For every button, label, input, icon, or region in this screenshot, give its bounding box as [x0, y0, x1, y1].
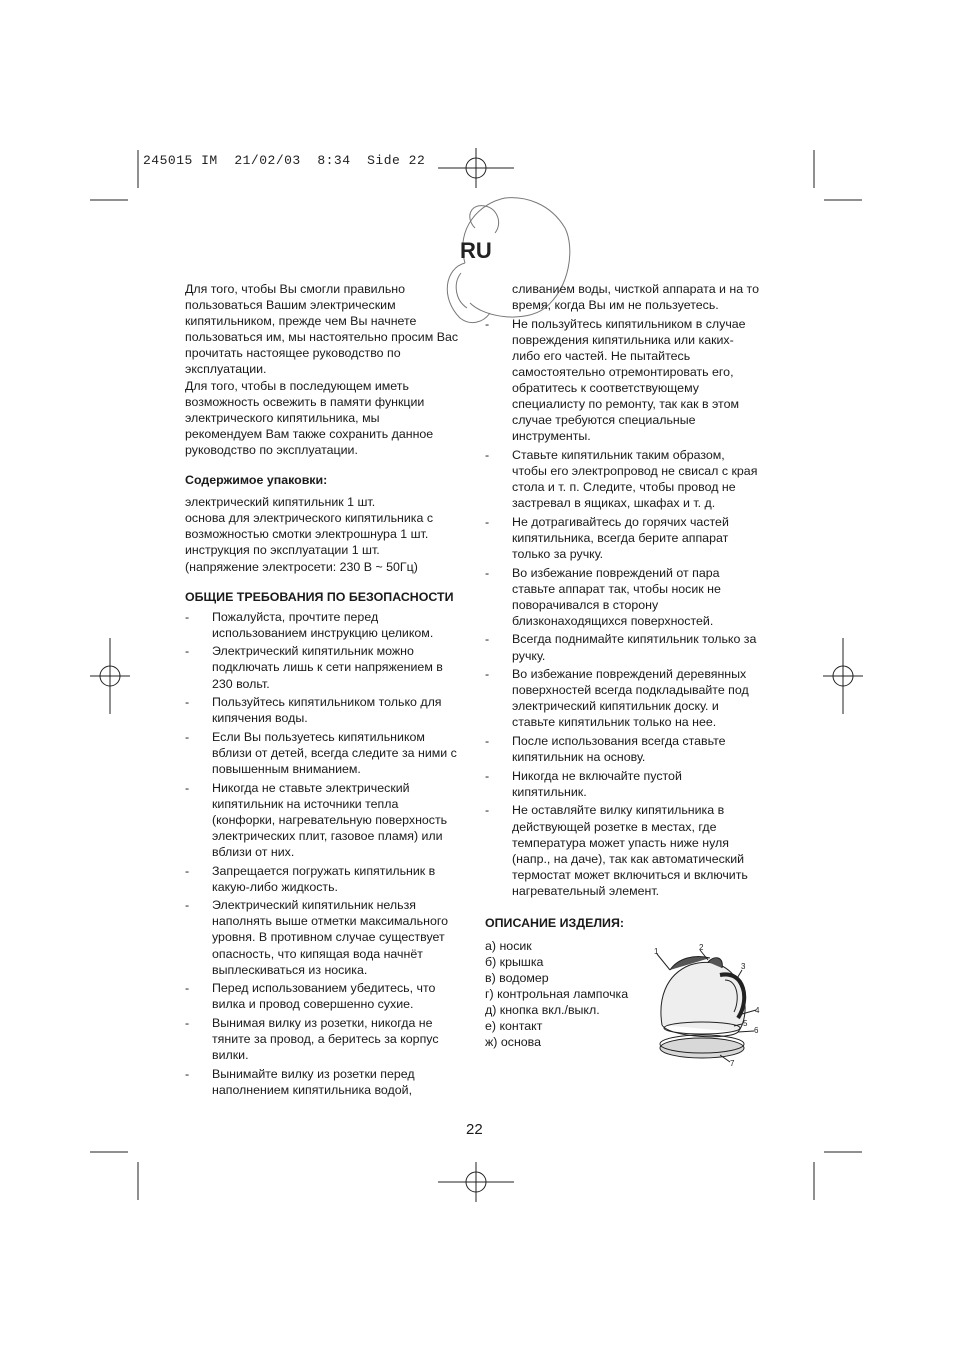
callout-number: 7 [730, 1059, 735, 1068]
safety-item [185, 980, 475, 1012]
safety-item [185, 897, 475, 977]
safety-item-line: поверхностей всегда подкладывайте под [512, 683, 749, 698]
intro-line: Для того, чтобы в последующем иметь [185, 378, 409, 393]
safety-item [185, 1066, 475, 1098]
safety-item-line: время, когда Вы им не пользуетесь. [512, 298, 719, 313]
safety-item-line: повреждения кипятильника или каких- [512, 332, 734, 347]
safety-item-line: либо его частей. Не пытайтесь [512, 348, 691, 363]
intro-line: электрического кипятильника, мы [185, 410, 380, 425]
safety-item [485, 733, 775, 765]
safety-item-line: кипятильника, всегда берите аппарат [512, 530, 729, 545]
safety-item-line: кипятильник. [512, 784, 587, 799]
callout-number: 4 [755, 1006, 760, 1015]
safety-item-line: - Вынимайте вилку из розетки перед [212, 1066, 415, 1081]
intro-line: рекомендуем Вам также сохранить данное [185, 426, 434, 441]
safety-item-line: электрический кипятильник доску. и [512, 699, 719, 714]
left-column [185, 281, 475, 1100]
safety-item-line: вблизи от них. [212, 845, 295, 859]
safety-item-line: опасность, что кипящая вода начнёт [212, 946, 423, 961]
callout-number: 1 [654, 947, 659, 956]
part-label: б) крышка [485, 954, 544, 969]
safety-item-line: застревал в ящиках, шкафах и т. д. [512, 496, 716, 511]
safety-item-line: вблизи от детей, всегда следите за ними с [212, 745, 457, 760]
safety-item [185, 863, 475, 895]
contents-line: инструкция по эксплуатации 1 шт. [185, 543, 380, 558]
safety-item-line: (напр., на даче), так как автоматический [512, 851, 745, 866]
callout-number: 3 [741, 962, 746, 971]
safety-item-line: какую-либо жидкость. [212, 879, 339, 894]
safety-item-continuation [485, 281, 775, 313]
safety-item-line: нагревательный элемент. [512, 883, 660, 898]
safety-item [185, 1015, 475, 1063]
intro-line: руководство по эксплуатации. [185, 442, 358, 457]
page-number: 22 [466, 1121, 483, 1138]
safety-item-line: использованием инструкцию целиком. [212, 625, 434, 640]
safety-list-right [485, 281, 775, 899]
print-slug: 245015 IM 21/02/03 8:34 Side 22 [143, 153, 426, 168]
safety-item-line: чтобы его электропровод не свисал с края [512, 464, 758, 479]
safety-item-line: случае требуются специальные [512, 413, 696, 428]
safety-item-line: - Во избежание повреждений деревянных [512, 667, 747, 682]
part-label: а) носик [485, 938, 532, 953]
safety-item-line: самостоятельно отремонтировать его, [512, 364, 734, 379]
safety-item-line: обратитесь к соответствующему [512, 381, 699, 396]
safety-item-line: ручку. [512, 648, 546, 663]
safety-item [185, 694, 475, 726]
description-heading: ОПИСАНИЕ ИЗДЕЛИЯ: [485, 916, 624, 931]
safety-item [185, 609, 475, 641]
safety-item [485, 768, 775, 800]
contents-line: электрический кипятильник 1 шт. [185, 495, 376, 510]
safety-item-line: - Электрический кипятильник нельзя [212, 898, 416, 913]
safety-item-line: - Не оставляйте вилку кипятильника в [512, 803, 725, 818]
safety-item-line: - Вынимая вилку из розетки, никогда не [212, 1015, 433, 1030]
safety-item-line: - После использования всегда ставьте [512, 734, 726, 749]
safety-item [485, 666, 775, 730]
safety-list-left [185, 609, 475, 1098]
safety-item-line: сливанием воды, чисткой аппарата и на то [512, 282, 759, 296]
safety-item-line: повышенным вниманием. [212, 762, 361, 777]
safety-item-line: (конфорки, нагревательную поверхность [212, 812, 448, 827]
safety-item-line: 230 вольт. [212, 676, 270, 691]
safety-item-line: вилки. [212, 1048, 249, 1063]
safety-item-line: - Не дотрагивайтесь до горячих частей [512, 514, 729, 529]
contents-line: возможностью смотки электрошнура 1 шт. [185, 527, 429, 542]
safety-item [185, 729, 475, 777]
callout-number: 5 [743, 1019, 748, 1028]
safety-item-line: ставьте кипятильник только на нее. [512, 715, 717, 730]
safety-item-line: наполнением кипятильника водой, [212, 1082, 413, 1097]
safety-item-line: - Запрещается погружать кипятильник в [212, 863, 436, 878]
part-label: г) контрольная лампочка [485, 986, 629, 1001]
safety-item [485, 316, 775, 445]
kettle-diagram [650, 940, 770, 1070]
safety-item-line: - Пожалуйста, прочтите перед [212, 609, 379, 624]
safety-item-line: - Никогда не включайте пустой [512, 768, 682, 783]
safety-item-line: вилка и провод совершенно сухие. [212, 997, 414, 1012]
intro-line: кипятильником, прежде чем Вы начнете [185, 314, 417, 329]
intro-line: пользоваться им, мы настоятельно просим Вас [185, 330, 459, 345]
safety-item-line: - Никогда не ставьте электрический [212, 780, 410, 795]
safety-item-line: стола и т. п. Следите, чтобы провод не [512, 480, 736, 495]
part-label: ж) основа [485, 1035, 542, 1050]
safety-item-line: - Всегда поднимайте кипятильник только за [512, 632, 757, 647]
contents-heading: Содержимое упаковки: [185, 473, 328, 488]
intro-text [185, 281, 475, 458]
safety-item [485, 802, 775, 899]
safety-item [485, 631, 775, 663]
safety-item [485, 447, 775, 511]
safety-item-line: близконаходящихся поверхностей. [512, 613, 714, 628]
safety-item-line: температура может упасть ниже нуля [512, 835, 729, 850]
safety-item-line: электрических плит, газовое пламя) или [212, 828, 443, 843]
safety-item-line: - Перед использованием убедитесь, что [212, 981, 436, 996]
intro-line: прочитать настоящее руководство по [185, 346, 401, 361]
contents-line: основа для электрического кипятильника с [185, 511, 434, 526]
safety-item-line: выплескиваться из носика. [212, 962, 368, 977]
part-label: е) контакт [485, 1019, 543, 1034]
safety-item [485, 514, 775, 562]
safety-item-line: специалисту по ремонту, так как в этом [512, 397, 739, 412]
language-badge: RU [460, 238, 492, 263]
safety-item-line: подключать лишь к сети напряжением в [212, 660, 443, 675]
intro-line: Для того, чтобы Вы смогли правильно [185, 282, 406, 296]
intro-line: возможность освежить в памяти функции [185, 394, 425, 409]
intro-line: эксплуатации. [185, 362, 267, 377]
intro-line: пользоваться Вашим электрическим [185, 298, 396, 313]
safety-item-line: - Во избежание повреждений от пара [512, 565, 720, 580]
safety-item-line: тяните за провод, а беритесь за корпус [212, 1032, 439, 1047]
safety-item-line: кипятильник на основу. [512, 750, 646, 765]
safety-item-line: кипятильник на источники тепла [212, 796, 399, 811]
safety-item-line: ставьте аппарат так, чтобы носик не [512, 581, 721, 596]
contents-line: (напряжение электросети: 230 В ~ 50Гц) [185, 559, 418, 574]
safety-item [185, 643, 475, 691]
right-column [485, 281, 775, 1050]
part-label: в) водомер [485, 970, 549, 985]
contents-list [185, 494, 475, 574]
safety-item-line: - Не пользуйтесь кипятильником в случае [512, 316, 746, 331]
safety-item-line: - Ставьте кипятильник таким образом, [512, 447, 725, 462]
safety-item-line: - Если Вы пользуетесь кипятильником [212, 729, 425, 744]
safety-item-line: уровня. В противном случае существует [212, 930, 445, 945]
safety-item-line: - Пользуйтесь кипятильником только для [212, 695, 442, 710]
safety-item-line: инструменты. [512, 429, 591, 444]
safety-item-line: действующей розетке в местах, где [512, 819, 717, 834]
safety-item [185, 780, 475, 860]
safety-item-line: термостат может включиться и включить [512, 867, 748, 882]
callout-number: 2 [699, 943, 704, 952]
safety-item-line: поворачивался в сторону [512, 597, 659, 612]
safety-heading: ОБЩИЕ ТРЕБОВАНИЯ ПО БЕЗОПАСНОСТИ [185, 589, 454, 604]
safety-item-line: - Электрический кипятильник можно [212, 644, 414, 659]
safety-item-line: только за ручку. [512, 547, 604, 561]
part-label: д) кнопка вкл./выкл. [485, 1002, 600, 1017]
safety-item-line: наполнять выше отметки максимального [212, 914, 448, 929]
safety-item-line: кипячения воды. [212, 711, 308, 726]
safety-item [485, 565, 775, 629]
callout-number: 6 [754, 1026, 759, 1035]
